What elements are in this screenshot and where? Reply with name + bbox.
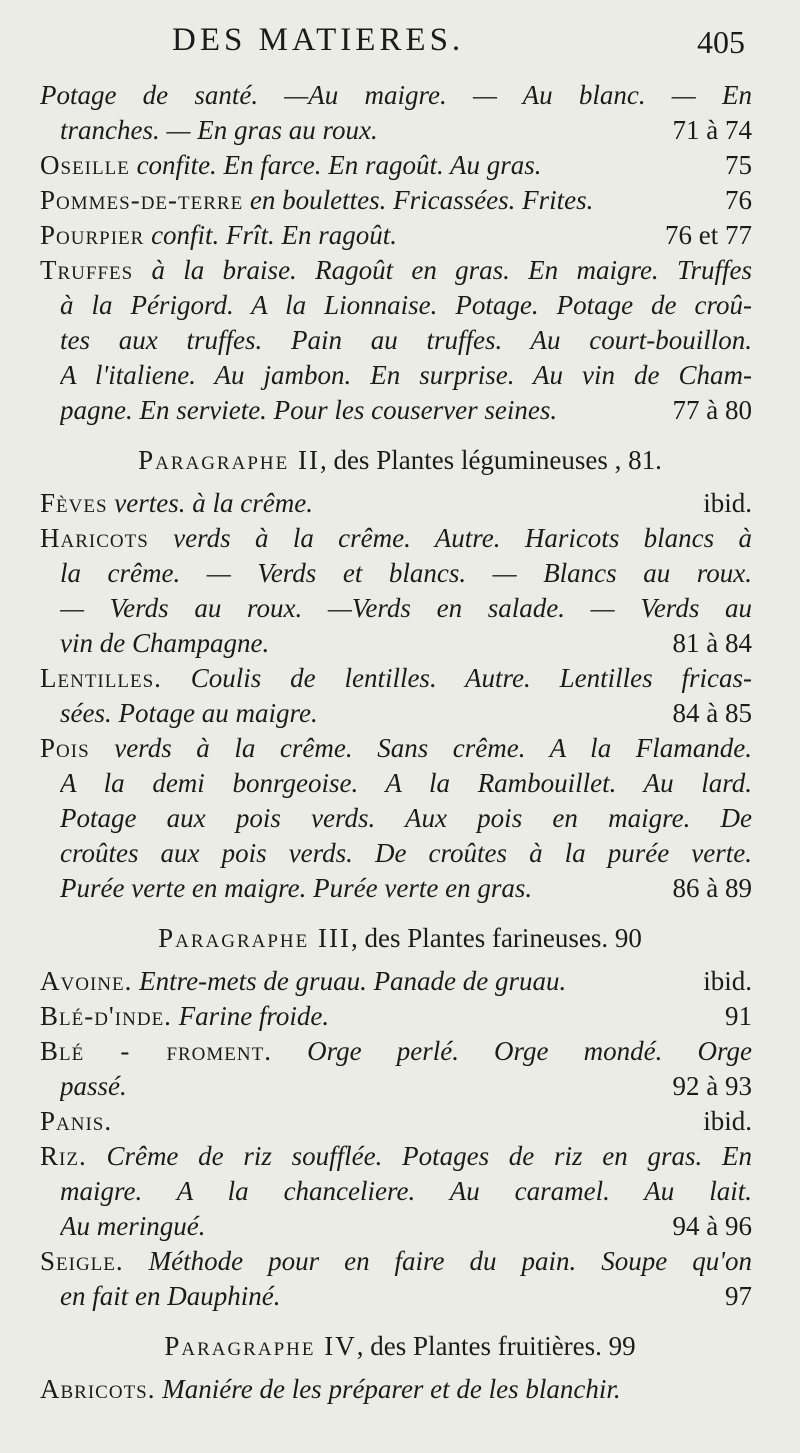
- entry-line: [60, 358, 752, 393]
- entry-text: maigre. A la chanceliere. Au caramel. Au lait.: [60, 1176, 752, 1206]
- page-reference: 77 à 80: [672, 395, 752, 425]
- page-number: 405: [697, 24, 745, 60]
- index-entry: [0, 183, 800, 218]
- entry-line: [40, 1139, 752, 1174]
- entry-text: confite. En farce. En ragoût. Au gras.: [136, 150, 542, 180]
- entry-heading: Blé - froment.: [40, 1036, 272, 1066]
- entry-text: Crême de riz soufflée. Potages de riz en gras. En: [106, 1141, 752, 1171]
- entry-text: Entre-mets de gruau. Panade de gruau.: [139, 966, 567, 996]
- entry-heading: Haricots: [40, 523, 149, 553]
- entry-line: [60, 626, 752, 661]
- index-entry: [0, 148, 800, 183]
- entry-line: [60, 591, 752, 626]
- entry-line: [40, 999, 752, 1034]
- entry-text: à la Périgord. A la Lionnaise. Potage. Potage de croû-: [60, 290, 752, 320]
- entry-line: [40, 964, 752, 999]
- entry-text: à la braise. Ragoût en gras. En maigre. Truffes: [151, 255, 752, 285]
- entry-heading: Avoine.: [40, 966, 133, 996]
- page-reference: 86 à 89: [672, 873, 752, 903]
- entry-line: [60, 556, 752, 591]
- paragraph-title: , des Plantes farineuses. 90: [350, 923, 642, 953]
- entry-line: [40, 183, 752, 218]
- entry-text: pagne. En serviete. Pour les couserver seines.: [60, 395, 558, 425]
- entry-text: confit. Frît. En ragoût.: [151, 220, 398, 250]
- index-entry: [0, 1244, 800, 1314]
- paragraph-label: Paragraphe II: [138, 445, 320, 475]
- entry-heading: Abricots.: [40, 1374, 156, 1404]
- entry-line: [60, 113, 752, 148]
- paragraph-heading: [0, 1324, 800, 1368]
- index-entry: [0, 521, 800, 661]
- paragraph-title: , des Plantes fruitières. 99: [356, 1331, 636, 1361]
- paragraph-title: , des Plantes légumineuses , 81.: [319, 445, 662, 475]
- entry-line: [60, 1279, 752, 1314]
- entry-line: [40, 253, 752, 288]
- entry-line: [40, 1034, 752, 1069]
- entry-heading: Oseille: [40, 150, 130, 180]
- page-reference: ibid.: [703, 966, 752, 996]
- entry-line: [60, 288, 752, 323]
- index-entry: [0, 999, 800, 1034]
- page-reference: 84 à 85: [672, 698, 752, 728]
- index-entry: [0, 1372, 800, 1407]
- index-entry: [0, 661, 800, 731]
- page-reference: ibid.: [703, 1106, 752, 1136]
- entry-text: passé.: [60, 1071, 127, 1101]
- index-entry: [0, 1139, 800, 1244]
- entry-text: vertes. à la crême.: [114, 488, 313, 518]
- entry-text: — Verds au roux. —Verds en salade. — Verds au: [60, 593, 752, 623]
- entry-text: Maniére de les préparer et de les blanchir.: [162, 1374, 621, 1404]
- entry-line: [60, 696, 752, 731]
- entry-text: verds à la crême. Sans crême. A la Flamande.: [114, 733, 752, 763]
- entry-line: [40, 731, 752, 766]
- page-reference: 75: [725, 150, 752, 180]
- entry-line: [60, 323, 752, 358]
- entry-line: [40, 78, 752, 113]
- paragraph-heading: [0, 916, 800, 960]
- index-entry: [0, 253, 800, 428]
- entry-line: [40, 661, 752, 696]
- entry-line: [60, 836, 752, 871]
- entry-text: sées. Potage au maigre.: [60, 698, 318, 728]
- entry-line: [40, 1244, 752, 1279]
- entry-text: tes aux truffes. Pain au truffes. Au court-bouillon.: [60, 325, 752, 355]
- entry-line: [60, 1069, 752, 1104]
- entry-text: Purée verte en maigre. Purée verte en gras.: [60, 873, 533, 903]
- entry-text: en boulettes. Fricassées. Frites.: [249, 185, 594, 215]
- running-header: [0, 22, 800, 72]
- page-reference: 94 à 96: [672, 1211, 752, 1241]
- running-title: DES MATIERES.: [172, 22, 465, 58]
- paragraph-heading: [0, 438, 800, 482]
- entry-text: Orge perlé. Orge mondé. Orge: [307, 1036, 752, 1066]
- entry-line: [60, 393, 752, 428]
- page-reference: 81 à 84: [672, 628, 752, 658]
- entry-text: la crême. — Verds et blancs. — Blancs au roux.: [60, 558, 752, 588]
- entry-text: A la demi bonrgeoise. A la Rambouillet. Au lard.: [60, 768, 752, 798]
- page-reference: 97: [725, 1281, 752, 1311]
- entry-line: [60, 801, 752, 836]
- page-reference: 76 et 77: [665, 220, 752, 250]
- entry-line: [40, 1104, 752, 1139]
- index-entry: [0, 1104, 800, 1139]
- page-reference: 91: [725, 1001, 752, 1031]
- entry-heading: Riz.: [40, 1141, 87, 1171]
- entry-text: tranches. — En gras au roux.: [60, 115, 378, 145]
- index-entry: [0, 964, 800, 999]
- entry-line: [40, 1372, 752, 1407]
- entry-text: Potage de santé. —Au maigre. — Au blanc. — En: [40, 80, 752, 110]
- entry-text: Au meringué.: [60, 1211, 206, 1241]
- entry-text: croûtes aux pois verds. De croûtes à la purée verte.: [60, 838, 752, 868]
- entry-text: en fait en Dauphiné.: [60, 1281, 281, 1311]
- page-reference: ibid.: [703, 488, 752, 518]
- entry-text: A l'italiene. Au jambon. En surprise. Au vin de Cham-: [60, 360, 752, 390]
- entry-line: [40, 521, 752, 556]
- index-entry: [0, 218, 800, 253]
- page-reference: 92 à 93: [672, 1071, 752, 1101]
- page-reference: 71 à 74: [672, 115, 752, 145]
- paragraph-label: Paragraphe III: [158, 923, 351, 953]
- entry-heading: Fèves: [40, 488, 108, 518]
- entry-text: Farine froide.: [178, 1001, 330, 1031]
- page-reference: 76: [725, 185, 752, 215]
- entry-text: verds à la crême. Autre. Haricots blancs à: [173, 523, 752, 553]
- entry-heading: Seigle.: [40, 1246, 124, 1276]
- index-entry: [0, 731, 800, 906]
- index-entry: [0, 1034, 800, 1104]
- entry-line: [40, 218, 752, 253]
- index-entries: [0, 78, 800, 1407]
- paragraph-label: Paragraphe IV: [164, 1331, 357, 1361]
- entry-heading: Panis.: [40, 1106, 113, 1136]
- entry-text: Méthode pour en faire du pain. Soupe qu'on: [148, 1246, 752, 1276]
- entry-line: [60, 1209, 752, 1244]
- entry-heading: Pourpier: [40, 220, 145, 250]
- entry-line: [60, 766, 752, 801]
- entry-heading: Pois: [40, 733, 90, 763]
- entry-text: Potage aux pois verds. Aux pois en maigre. De: [60, 803, 752, 833]
- index-entry: [0, 486, 800, 521]
- entry-text: Coulis de lentilles. Autre. Lentilles fricas-: [190, 663, 752, 693]
- entry-heading: Blé-d'inde.: [40, 1001, 172, 1031]
- entry-line: [40, 486, 752, 521]
- entry-line: [60, 871, 752, 906]
- entry-heading: Lentilles.: [40, 663, 162, 693]
- entry-heading: Pommes-de-terre: [40, 185, 244, 215]
- entry-heading: Truffes: [40, 255, 134, 285]
- entry-line: [40, 148, 752, 183]
- entry-text: vin de Champagne.: [60, 628, 270, 658]
- index-entry: [0, 78, 800, 148]
- entry-line: [60, 1174, 752, 1209]
